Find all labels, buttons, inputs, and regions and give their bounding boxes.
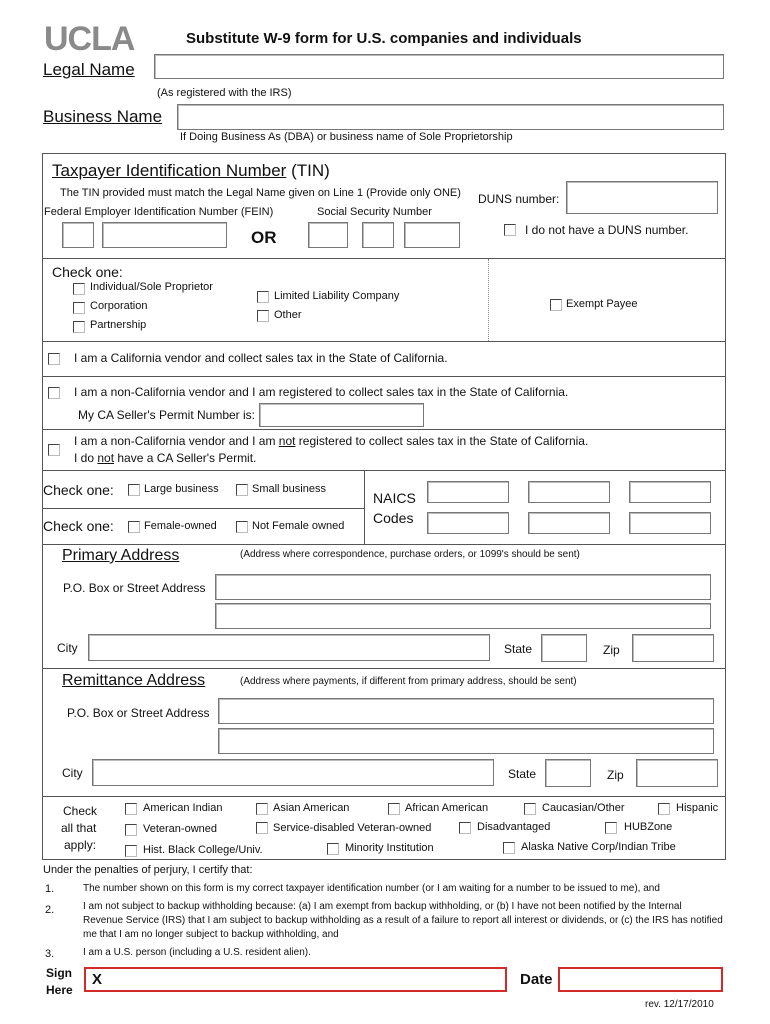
non-ca-registered-label: I am a non-California vendor and I am registered to collect sales tax in the State of California. — [74, 385, 569, 399]
remittance-state-label: State — [508, 767, 537, 781]
alaska-native-label: Alaska Native Corp/Indian Tribe — [521, 841, 676, 853]
fein-label: Federal Employer Identification Number (FEIN) — [44, 206, 274, 218]
service-disabled-veteran-label: Service-disabled Veteran-owned — [273, 822, 432, 834]
disadvantaged-label: Disadvantaged — [477, 821, 551, 833]
ssn-area-input[interactable] — [308, 222, 348, 248]
remittance-address-note: (Address where payments, if different from primary address, should be sent) — [240, 676, 577, 687]
ucla-logo: UCLA — [44, 20, 135, 58]
small-business-label: Small business — [252, 483, 326, 495]
divider — [42, 668, 726, 669]
primary-state-input[interactable] — [541, 634, 587, 662]
here-label: Here — [46, 983, 73, 997]
tin-title — [52, 161, 330, 181]
no-duns-label: I do not have a DUNS number. — [525, 223, 689, 237]
classification-label-line1: Check — [63, 804, 98, 818]
divider — [42, 376, 726, 377]
text: registered to collect sales tax in the State of California. — [295, 434, 589, 448]
signature-field[interactable] — [84, 967, 507, 992]
text: not — [278, 434, 296, 448]
remittance-state-input[interactable] — [545, 759, 591, 787]
cert-item-number: 1. — [45, 883, 55, 895]
cert-item-number: 3. — [45, 948, 55, 960]
veteran-owned-label: Veteran-owned — [143, 823, 217, 835]
remittance-city-label: City — [62, 766, 83, 780]
tin-note: The TIN provided must match the Legal Name given on Line 1 (Provide only ONE) — [60, 187, 461, 199]
primary-street-input-1[interactable] — [215, 574, 711, 600]
duns-input[interactable] — [566, 181, 718, 214]
entity-check-one-label: Check one: — [52, 264, 123, 280]
llc-checkbox[interactable] — [257, 291, 269, 303]
divider — [42, 258, 726, 259]
classification-label-line3: apply: — [64, 838, 97, 852]
divider — [42, 470, 726, 471]
african-american-checkbox[interactable] — [388, 803, 400, 815]
naics-code-input[interactable] — [629, 481, 711, 503]
remittance-address-title: Remittance Address — [62, 672, 206, 689]
remittance-zip-label: Zip — [607, 768, 624, 782]
text: not — [97, 451, 115, 465]
caucasian-other-checkbox[interactable] — [524, 803, 536, 815]
divider — [364, 470, 365, 544]
form-title: Substitute W-9 form for U.S. companies and individuals — [186, 30, 582, 47]
cert-item-text: me that I am no longer subject to backup withholding, and — [83, 929, 339, 940]
duns-label: DUNS number: — [478, 192, 560, 206]
non-ca-not-registered-checkbox[interactable] — [48, 444, 60, 456]
non-ca-registered-checkbox[interactable] — [48, 387, 60, 399]
large-business-checkbox[interactable] — [128, 484, 140, 496]
hispanic-label: Hispanic — [676, 802, 719, 814]
divider — [42, 429, 726, 430]
alaska-native-checkbox[interactable] — [503, 842, 515, 854]
text: have a CA Seller's Permit. — [114, 451, 257, 465]
text: I am a non-California vendor and I am — [74, 434, 279, 448]
minority-institution-checkbox[interactable] — [327, 843, 339, 855]
naics-code-input[interactable] — [427, 512, 509, 534]
large-business-label: Large business — [144, 483, 219, 495]
classification-label-line2: all that — [61, 821, 97, 835]
asian-american-checkbox[interactable] — [256, 803, 268, 815]
no-duns-checkbox[interactable] — [504, 224, 516, 236]
naics-code-input[interactable] — [629, 512, 711, 534]
asian-american-label: Asian American — [273, 802, 350, 814]
partnership-checkbox[interactable] — [73, 321, 85, 333]
primary-city-input[interactable] — [88, 634, 490, 661]
entity-divider — [488, 259, 490, 341]
legal-name-note: (As registered with the IRS) — [157, 87, 292, 99]
legal-name-label: Legal Name — [43, 60, 135, 79]
ca-vendor-label: I am a California vendor and collect sales tax in the State of California. — [74, 351, 448, 365]
divider — [42, 796, 726, 797]
remittance-street-label: P.O. Box or Street Address — [67, 706, 210, 720]
small-business-checkbox[interactable] — [236, 484, 248, 496]
divider — [42, 508, 364, 509]
female-owned-checkbox[interactable] — [128, 521, 140, 533]
remittance-street-input-2[interactable] — [218, 728, 714, 754]
ca-vendor-checkbox[interactable] — [48, 353, 60, 365]
naics-code-input[interactable] — [528, 512, 610, 534]
business-name-label: Business Name — [43, 107, 163, 126]
hbcu-checkbox[interactable] — [125, 845, 137, 857]
cert-item-number: 2. — [45, 904, 55, 916]
sign-label: Sign — [46, 966, 72, 980]
exempt-payee-checkbox[interactable] — [550, 299, 562, 311]
cert-item-text: I am not subject to backup withholding because: (a) I am exempt from backup withholding, or (b) I have not been notified by the Internal — [83, 901, 682, 912]
primary-state-label: State — [504, 642, 533, 656]
no-permit-label — [74, 451, 256, 465]
naics-code-input[interactable] — [427, 481, 509, 503]
hubzone-checkbox[interactable] — [605, 822, 617, 834]
size-check-one-label: Check one: — [43, 482, 114, 498]
primary-city-label: City — [57, 641, 78, 655]
primary-street-input-2[interactable] — [215, 603, 711, 629]
remittance-street-input-1[interactable] — [218, 698, 714, 724]
other-label: Other — [274, 309, 302, 321]
date-label: Date — [520, 971, 553, 988]
minority-institution-label: Minority Institution — [345, 842, 434, 854]
text: I do — [74, 451, 98, 465]
primary-zip-label: Zip — [603, 643, 620, 657]
signature-x: X — [92, 971, 103, 988]
naics-label-line2: Codes — [373, 510, 414, 526]
remittance-city-input[interactable] — [92, 759, 494, 786]
american-indian-checkbox[interactable] — [125, 803, 137, 815]
ssn-group-input[interactable] — [362, 222, 394, 248]
naics-code-input[interactable] — [528, 481, 610, 503]
cert-item-text: The number shown on this form is my correct taxpayer identification number (or I am waiting for a number to be issued to me), and — [83, 883, 660, 894]
fein-prefix-input[interactable] — [62, 222, 94, 248]
business-name-note: If Doing Business As (DBA) or business name of Sole Proprietorship — [180, 131, 513, 143]
corporation-checkbox[interactable] — [73, 302, 85, 314]
ownership-check-one-label: Check one: — [43, 518, 114, 534]
permit-label: My CA Seller's Permit Number is: — [78, 408, 255, 422]
divider — [42, 544, 726, 545]
other-checkbox[interactable] — [257, 310, 269, 322]
llc-label: Limited Liability Company — [274, 290, 400, 302]
corporation-label: Corporation — [90, 300, 148, 312]
remittance-zip-input[interactable] — [636, 759, 718, 787]
fein-number-input[interactable] — [102, 222, 227, 248]
cert-item-text: Revenue Service (IRS) that I am subject to backup withholding as a result of a failure to report all interest or dividends, or (c) the IRS has notified — [83, 915, 723, 926]
primary-address-title: Primary Address — [62, 547, 180, 564]
divider — [42, 341, 726, 342]
african-american-label: African American — [405, 802, 489, 814]
exempt-payee-label: Exempt Payee — [566, 298, 638, 310]
individual-label: Individual/Sole Proprietor — [90, 281, 213, 293]
or-label: OR — [251, 228, 277, 247]
american-indian-label: American Indian — [143, 802, 223, 814]
hubzone-label: HUBZone — [624, 821, 673, 833]
individual-checkbox[interactable] — [73, 283, 85, 295]
veteran-owned-checkbox[interactable] — [125, 824, 137, 836]
not-female-owned-label: Not Female owned — [252, 520, 345, 532]
certification-intro: Under the penalties of perjury, I certify that: — [43, 864, 253, 876]
naics-label-line1: NAICS — [373, 490, 416, 506]
hispanic-checkbox[interactable] — [658, 803, 670, 815]
cert-item-text: I am a U.S. person (including a U.S. resident alien). — [83, 947, 311, 958]
primary-street-label: P.O. Box or Street Address — [63, 581, 206, 595]
partnership-label: Partnership — [90, 319, 147, 331]
tin-title-main: Taxpayer Identification Number — [52, 161, 287, 180]
permit-number-input[interactable] — [259, 403, 424, 427]
hbcu-label: Hist. Black College/Univ. — [143, 844, 263, 856]
revision-date: rev. 12/17/2010 — [645, 999, 714, 1010]
female-owned-label: Female-owned — [144, 520, 217, 532]
date-field[interactable] — [558, 967, 723, 992]
disadvantaged-checkbox[interactable] — [459, 822, 471, 834]
service-disabled-veteran-checkbox[interactable] — [256, 822, 268, 834]
primary-address-note: (Address where correspondence, purchase orders, or 1099's should be sent) — [240, 549, 580, 560]
not-female-owned-checkbox[interactable] — [236, 521, 248, 533]
business-name-input[interactable] — [177, 104, 724, 130]
non-ca-not-registered-label — [74, 434, 588, 448]
ssn-label: Social Security Number — [317, 206, 432, 218]
ssn-serial-input[interactable] — [404, 222, 460, 248]
primary-zip-input[interactable] — [632, 634, 714, 662]
caucasian-other-label: Caucasian/Other — [542, 802, 625, 814]
tin-title-abbr: (TIN) — [291, 161, 330, 180]
legal-name-input[interactable] — [154, 54, 724, 79]
